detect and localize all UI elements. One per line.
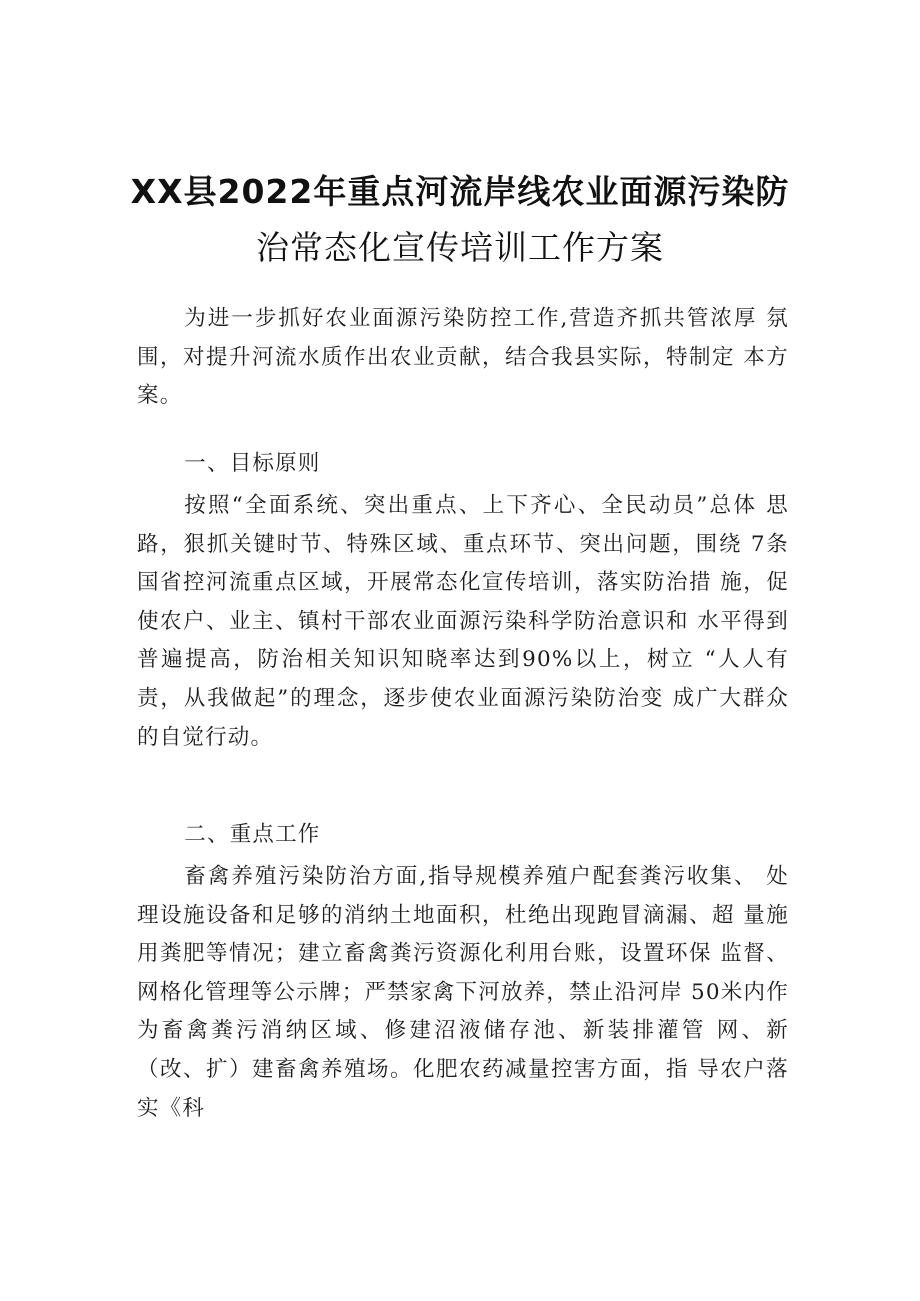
document-title-line-1: XX县2022年重点河流岸线农业面源污染防 [130, 172, 790, 211]
document-title-line-2: 治常态化宣传培训工作方案 [256, 228, 664, 267]
section-heading-key-work: 二、重点工作 [184, 822, 321, 847]
intro-paragraph: 为进一步抓好农业面源污染防控工作,营造齐抓共管浓厚 氛围，对提升河流水质作出农业贡献，结合我县实际，特制定 本方案。 [137, 306, 789, 409]
section-heading-goals: 一、目标原则 [184, 451, 321, 476]
key-work-paragraph: 畜禽养殖污染防治方面,指导规模养殖户配套粪污收集、 处理设施设备和足够的消纳土地面积，杜绝出现跑冒滴漏、超 量施用粪肥等情况；建立畜禽粪污资源化利用台账，设置环保 监督、网格化管理等公示牌；严禁家禽下河放养，禁止沿河岸 50米内作为畜禽粪污消纳区域、修建沼液储存池、新装排灌管 网、新（改、扩）建畜禽养殖场。化肥农药减量控害方面，指 导农户落实《科 [137, 864, 789, 1121]
goals-paragraph: 按照“全面系统、突出重点、上下齐心、全民动员”总体 思路，狠抓关键时节、特殊区域、重点环节、突出问题，围绕 7条国省控河流重点区域，开展常态化宣传培训，落实防治措 施，促使农户、业主、镇村干部农业面源污染科学防治意识和 水平得到普遍提高，防治相关知识知晓率达到90%以上，树立 “人人有责，从我做起”的理念，逐步使农业面源污染防治变 成广大群众的自觉行动。 [137, 493, 789, 750]
